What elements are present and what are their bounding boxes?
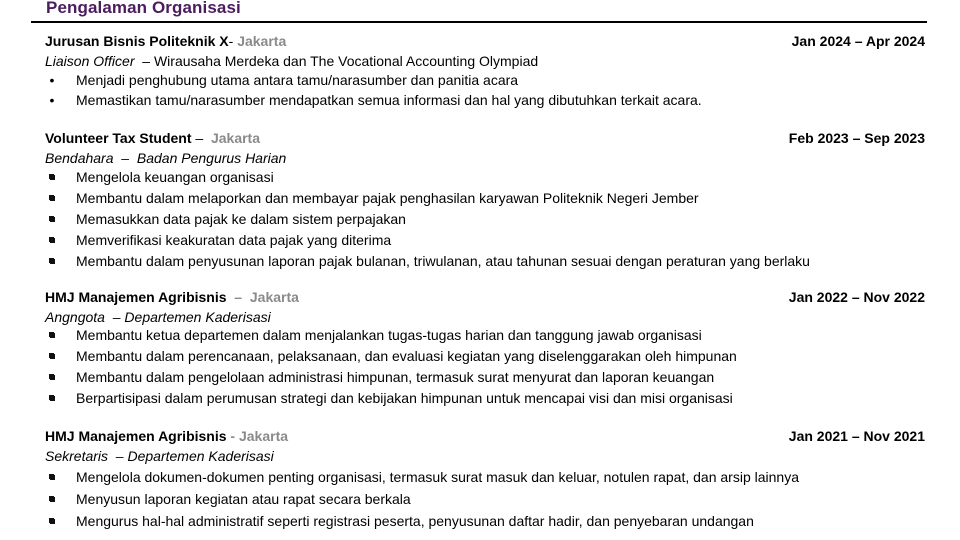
entry-role-line	[45, 307, 925, 327]
section-divider	[31, 21, 927, 23]
list-item-text: Mengelola dokumen-dokumen penting organisasi, termasuk surat masuk dan keluar, notulen rapat, dan arsip lainnya	[76, 469, 799, 485]
bullet-square-icon	[45, 510, 59, 532]
entry-location: Jakarta	[238, 428, 289, 444]
section-title: Pengalaman Organisasi	[46, 0, 241, 17]
entry-role-line	[45, 148, 925, 168]
entry-location: Jakarta	[237, 33, 287, 49]
entry-separator: -	[226, 428, 239, 444]
entry-bullets	[45, 70, 925, 110]
entry-date: Jan 2022 – Nov 2022	[788, 289, 925, 305]
entry-role-line	[45, 51, 925, 71]
bullet-square-icon	[45, 209, 59, 230]
entry-role-separator: –	[108, 448, 128, 464]
entry-role-separator: –	[134, 53, 154, 69]
entry-bullets	[45, 167, 925, 272]
entry-bullets	[45, 466, 925, 532]
list-item-text: Memasukkan data pajak ke dalam sistem perpajakan	[76, 211, 406, 227]
list-item	[45, 367, 925, 388]
list-item	[45, 90, 925, 110]
experience-entry	[45, 128, 925, 272]
entry-location: Jakarta	[249, 289, 299, 305]
list-item-text: Berpartisipasi dalam perumusan strategi dan kebijakan himpunan untuk mencapai visi dan misi organisasi	[76, 390, 733, 406]
list-item-text: Mengelola keuangan organisasi	[76, 169, 274, 185]
bullet-square-icon	[45, 388, 59, 409]
list-item	[45, 510, 925, 532]
entry-header	[45, 128, 925, 148]
entry-role-separator: –	[104, 309, 125, 325]
list-item-text: Memastikan tamu/narasumber mendapatkan semua informasi dan hal yang dibutuhkan terkait acara.	[76, 92, 702, 108]
list-item	[45, 488, 925, 510]
bullet-square-icon	[45, 488, 59, 510]
list-item	[45, 251, 925, 272]
bullet-square-icon	[45, 230, 59, 251]
entry-role: Sekretaris	[45, 448, 109, 464]
entry-date: Jan 2024 – Apr 2024	[791, 33, 925, 49]
entry-role-separator: –	[113, 150, 137, 166]
entry-role-line	[45, 446, 925, 466]
list-item	[45, 188, 925, 209]
list-item-text: Memverifikasi keakuratan data pajak yang diterima	[76, 232, 392, 248]
entry-detail: Departemen Kaderisasi	[127, 448, 274, 464]
list-item-text: Membantu ketua departemen dalam menjalankan tugas-tugas harian dan tanggung jawab organisasi	[76, 327, 702, 343]
list-item	[45, 167, 925, 188]
entry-separator: -	[228, 33, 238, 49]
bullet-dot-icon	[45, 70, 59, 90]
list-item	[45, 209, 925, 230]
entry-date: Feb 2023 – Sep 2023	[788, 130, 925, 146]
bullet-square-icon	[45, 167, 59, 188]
entry-detail: Wirausaha Merdeka dan The Vocational Accounting Olympiad	[153, 53, 539, 69]
entry-role: Bendahara	[45, 150, 114, 166]
entry-role: Liaison Officer	[45, 53, 135, 69]
list-item	[45, 230, 925, 251]
bullet-square-icon	[45, 251, 59, 272]
experience-entry	[45, 31, 925, 110]
entry-date: Jan 2021 – Nov 2021	[788, 428, 925, 444]
entry-header	[45, 287, 925, 307]
list-item-text: Membantu dalam penyusunan laporan pajak bulanan, triwulanan, atau tahunan sesuai dengan peraturan yang berlaku	[76, 253, 810, 269]
entry-role: Angngota	[45, 309, 105, 325]
entry-bullets	[45, 325, 925, 409]
bullet-dot-icon	[45, 90, 59, 110]
list-item	[45, 388, 925, 409]
entry-separator: –	[191, 130, 211, 146]
entry-organization: Volunteer Tax Student	[45, 130, 192, 146]
entry-location: Jakarta	[210, 130, 261, 146]
entry-separator: –	[226, 289, 250, 305]
list-item	[45, 70, 925, 90]
list-item-text: Mengurus hal-hal administratif seperti registrasi peserta, penyusunan daftar hadir, dan penyebaran undangan	[76, 513, 754, 529]
bullet-square-icon	[45, 367, 59, 388]
entry-organization: Jurusan Bisnis Politeknik X	[45, 33, 229, 49]
list-item	[45, 346, 925, 367]
experience-entry	[45, 426, 925, 532]
entry-header	[45, 426, 925, 446]
list-item-text: Membantu dalam perencanaan, pelaksanaan, dan evaluasi kegiatan yang diselenggarakan oleh himpunan	[76, 348, 737, 364]
entry-organization: HMJ Manajemen Agribisnis	[45, 428, 227, 444]
list-item-text: Menjadi penghubung utama antara tamu/narasumber dan panitia acara	[76, 72, 519, 88]
bullet-square-icon	[45, 466, 59, 488]
list-item-text: Membantu dalam melaporkan dan membayar pajak penghasilan karyawan Politeknik Negeri Jember	[76, 190, 699, 206]
list-item-text: Membantu dalam pengelolaan administrasi himpunan, termasuk surat menyurat dan laporan keuangan	[76, 369, 715, 385]
bullet-square-icon	[45, 188, 59, 209]
entry-header	[45, 31, 925, 51]
bullet-square-icon	[45, 325, 59, 346]
list-item-text: Menyusun laporan kegiatan atau rapat secara berkala	[76, 491, 411, 507]
entry-organization: HMJ Manajemen Agribisnis	[45, 289, 227, 305]
entry-detail: Departemen Kaderisasi	[124, 309, 271, 325]
list-item	[45, 325, 925, 346]
experience-entry	[45, 287, 925, 409]
bullet-square-icon	[45, 346, 59, 367]
entry-detail: Badan Pengurus Harian	[136, 150, 287, 166]
list-item	[45, 466, 925, 488]
